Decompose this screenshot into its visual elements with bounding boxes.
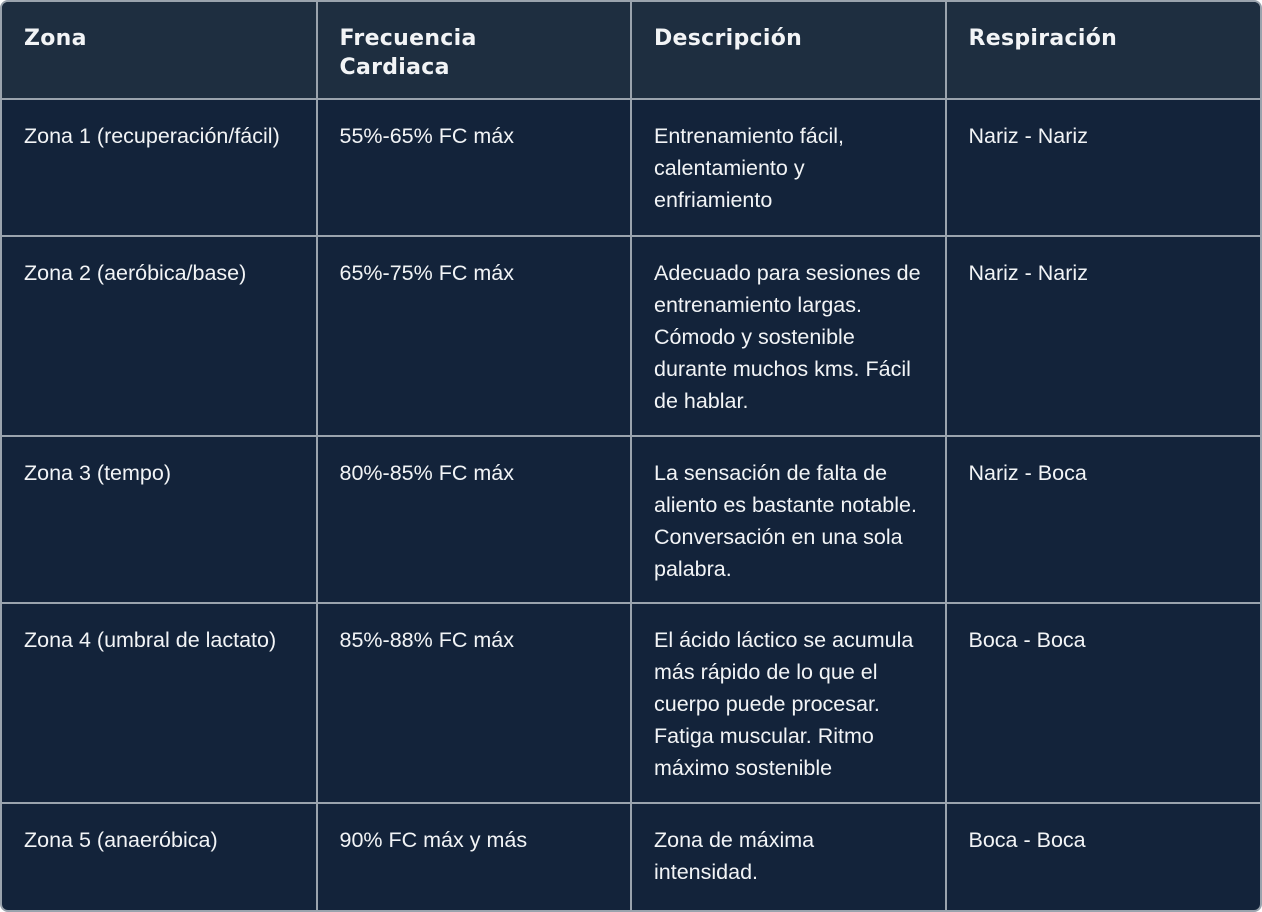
cell-zona: Zona 4 (umbral de lactato) [2,603,317,803]
cell-frecuencia: 80%-85% FC máx [317,436,632,603]
table-row [2,436,1260,603]
cell-frecuencia: 90% FC máx y más [317,803,632,910]
cell-zona: Zona 1 (recuperación/fácil) [2,99,317,236]
heart-rate-zones-table [2,2,1260,910]
cell-descripcion: La sensación de falta de aliento es bastante notable. Conversación en una sola palabra. [631,436,946,603]
cell-respiracion: Nariz - Nariz [946,236,1261,436]
header-descripcion: Descripción [631,2,946,99]
table-row [2,236,1260,436]
cell-zona: Zona 3 (tempo) [2,436,317,603]
cell-respiracion: Nariz - Nariz [946,99,1261,236]
table-header-row [2,2,1260,99]
cell-descripcion: El ácido láctico se acumula más rápido de lo que el cuerpo puede procesar. Fatiga muscular. Ritmo máximo sostenible [631,603,946,803]
cell-frecuencia: 85%-88% FC máx [317,603,632,803]
cell-respiracion: Boca - Boca [946,603,1261,803]
cell-frecuencia: 55%-65% FC máx [317,99,632,236]
header-frecuencia: Frecuencia Cardiaca [317,2,632,99]
cell-frecuencia: 65%-75% FC máx [317,236,632,436]
cell-zona: Zona 2 (aeróbica/base) [2,236,317,436]
header-respiracion: Respiración [946,2,1261,99]
header-zona: Zona [2,2,317,99]
cell-respiracion: Nariz - Boca [946,436,1261,603]
cell-zona: Zona 5 (anaeróbica) [2,803,317,910]
cell-respiracion: Boca - Boca [946,803,1261,910]
cell-descripcion: Zona de máxima intensidad. [631,803,946,910]
table-row [2,99,1260,236]
cell-descripcion: Entrenamiento fácil, calentamiento y enfriamiento [631,99,946,236]
cell-descripcion: Adecuado para sesiones de entrenamiento largas. Cómodo y sostenible durante muchos kms. Fácil de hablar. [631,236,946,436]
table-row [2,603,1260,803]
table-row [2,803,1260,910]
